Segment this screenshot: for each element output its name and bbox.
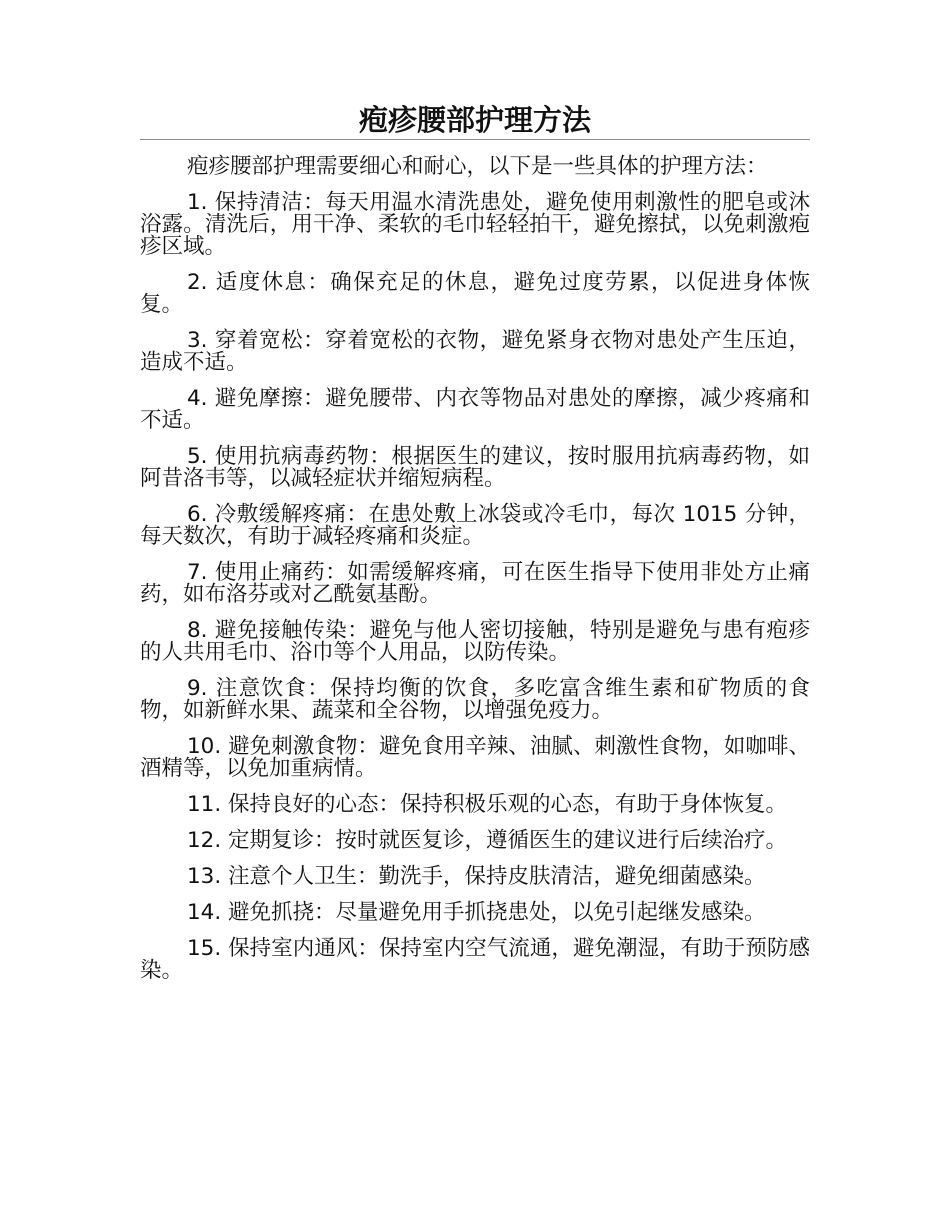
list-item-1: 1. 保持清洁：每天用温水清洗患处，避免使用刺激性的肥皂或沐浴露。清洗后，用干净、柔软的毛巾轻轻拍干，避免擦拭，以免刺激疱疹区域。 [140,190,810,259]
list-item-5: 5. 使用抗病毒药物：根据医生的建议，按时服用抗病毒药物，如阿昔洛韦等，以减轻症状并缩短病程。 [140,444,810,491]
list-item-8: 8. 避免接触传染：避免与他人密切接触，特别是避免与患有疱疹的人共用毛巾、浴巾等个人用品，以防传染。 [140,618,810,665]
list-item-2: 2. 适度休息：确保充足的休息，避免过度劳累，以促进身体恢复。 [140,270,810,317]
document-title: 疱疹腰部护理方法 [358,103,591,137]
list-item-7: 7. 使用止痛药：如需缓解疼痛，可在医生指导下使用非处方止痛药，如布洛芬或对乙酰氨基酚。 [140,560,810,607]
document-body [140,156,810,996]
list-item-14: 14. 避免抓挠：尽量避免用手抓挠患处，以免引起继发感染。 [187,900,766,925]
list-item-11: 11. 保持良好的心态：保持积极乐观的心态，有助于身体恢复。 [187,792,788,817]
list-item-6: 6. 冷敷缓解疼痛：在患处敷上冰袋或冷毛巾，每次 1015 分钟，每天数次，有助于减轻疼痛和炎症。 [140,502,810,549]
list-item-4: 4. 避免摩擦：避免腰带、内衣等物品对患处的摩擦，减少疼痛和不适。 [140,386,810,433]
list-item-10: 10. 避免刺激食物：避免食用辛辣、油腻、刺激性食物，如咖啡、酒精等，以免加重病情。 [140,734,810,781]
list-item-12: 12. 定期复诊：按时就医复诊，遵循医生的建议进行后续治疗。 [187,828,788,853]
list-item-9: 9. 注意饮食：保持均衡的饮食，多吃富含维生素和矿物质的食物，如新鲜水果、蔬菜和全谷物，以增强免疫力。 [140,676,810,723]
list-item-13: 13. 注意个人卫生：勤洗手，保持皮肤清洁，避免细菌感染。 [187,864,766,889]
list-item-15: 15. 保持室内通风：保持室内空气流通，避免潮湿，有助于预防感染。 [140,936,810,983]
list-item-3: 3. 穿着宽松：穿着宽松的衣物，避免紧身衣物对患处产生压迫，造成不适。 [140,328,810,375]
title-divider [140,139,810,140]
intro-paragraph: 疱疹腰部护理需要细心和耐心，以下是一些具体的护理方法： [187,154,768,179]
